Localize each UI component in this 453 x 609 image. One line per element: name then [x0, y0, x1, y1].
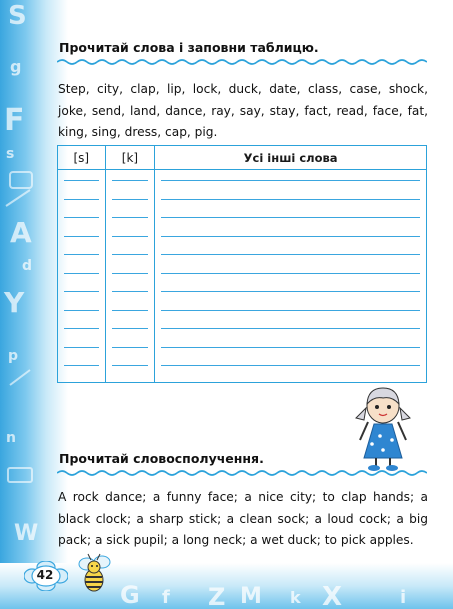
writing-line — [112, 291, 149, 292]
svg-text:f: f — [162, 587, 170, 608]
svg-text:k: k — [290, 588, 301, 607]
writing-line — [161, 365, 420, 366]
writing-line — [161, 347, 420, 348]
task1-title: Прочитай слова і заповни таблицю. — [59, 40, 319, 55]
bee-icon — [74, 550, 114, 594]
svg-text:A: A — [10, 216, 32, 249]
page-number: 42 — [36, 568, 54, 582]
column-header-s: [s] — [58, 146, 106, 170]
svg-text:g: g — [10, 57, 22, 76]
svg-text:d: d — [22, 258, 33, 274]
writing-line — [64, 217, 99, 218]
writing-line — [112, 328, 149, 329]
writing-line — [64, 273, 99, 274]
writing-line — [64, 347, 99, 348]
writing-line — [64, 291, 99, 292]
svg-text:X: X — [322, 582, 343, 609]
column-header-other: Усі інші слова — [155, 146, 427, 170]
writing-line — [161, 180, 420, 181]
writing-line — [112, 310, 149, 311]
writing-line — [161, 199, 420, 200]
bottom-decor-letters — [100, 563, 453, 609]
column-other-lines[interactable] — [155, 170, 427, 383]
writing-line — [64, 199, 99, 200]
writing-line — [112, 217, 149, 218]
writing-line — [112, 236, 149, 237]
svg-text:S: S — [8, 1, 27, 31]
svg-text:s: s — [6, 146, 15, 162]
svg-text:n: n — [6, 430, 16, 446]
writing-line — [64, 236, 99, 237]
svg-text:Y: Y — [4, 286, 25, 319]
writing-line — [161, 310, 420, 311]
writing-line — [112, 180, 149, 181]
svg-text:W: W — [14, 521, 39, 546]
writing-line — [161, 236, 420, 237]
title-wavy-underline — [57, 469, 427, 477]
writing-line — [64, 254, 99, 255]
svg-text:i: i — [400, 587, 407, 608]
task2-title: Прочитай словосполучення. — [59, 451, 264, 466]
svg-text:G: G — [120, 581, 140, 609]
writing-line — [161, 291, 420, 292]
writing-line — [64, 328, 99, 329]
writing-line — [112, 199, 149, 200]
writing-line — [161, 273, 420, 274]
writing-line — [112, 365, 149, 366]
svg-text:F: F — [4, 103, 25, 138]
phrases-text: A rock dance; a funny face; a nice city; to clap hands; a black clock; a sharp stick; a clean sock; a loud cock; a big pack; a sick pupil; a long neck; a wet duck; to pick apples. — [58, 490, 428, 547]
page-number-flower — [24, 561, 68, 591]
writing-line — [64, 310, 99, 311]
writing-line — [161, 217, 420, 218]
girl-illustration — [350, 384, 416, 474]
writing-line — [64, 365, 99, 366]
title-wavy-underline — [57, 58, 427, 66]
writing-line — [112, 254, 149, 255]
writing-line — [161, 254, 420, 255]
column-k-lines[interactable] — [105, 170, 155, 383]
word-list-text: Step, city, clap, lip, lock, duck, date, class, case, shock, joke, send, land, dance, ray, say, stay, fact, read, face, fat, king, sing, dress, cap, pig. — [58, 82, 428, 139]
writing-line — [112, 273, 149, 274]
writing-line — [112, 347, 149, 348]
column-s-lines[interactable] — [58, 170, 106, 383]
sorting-table — [57, 145, 427, 383]
column-header-k: [k] — [105, 146, 155, 170]
svg-text:M: M — [240, 584, 262, 609]
left-decor-letters — [0, 0, 50, 609]
writing-line — [161, 328, 420, 329]
svg-text:p: p — [8, 348, 19, 364]
writing-line — [64, 180, 99, 181]
svg-text:Z: Z — [208, 583, 226, 609]
